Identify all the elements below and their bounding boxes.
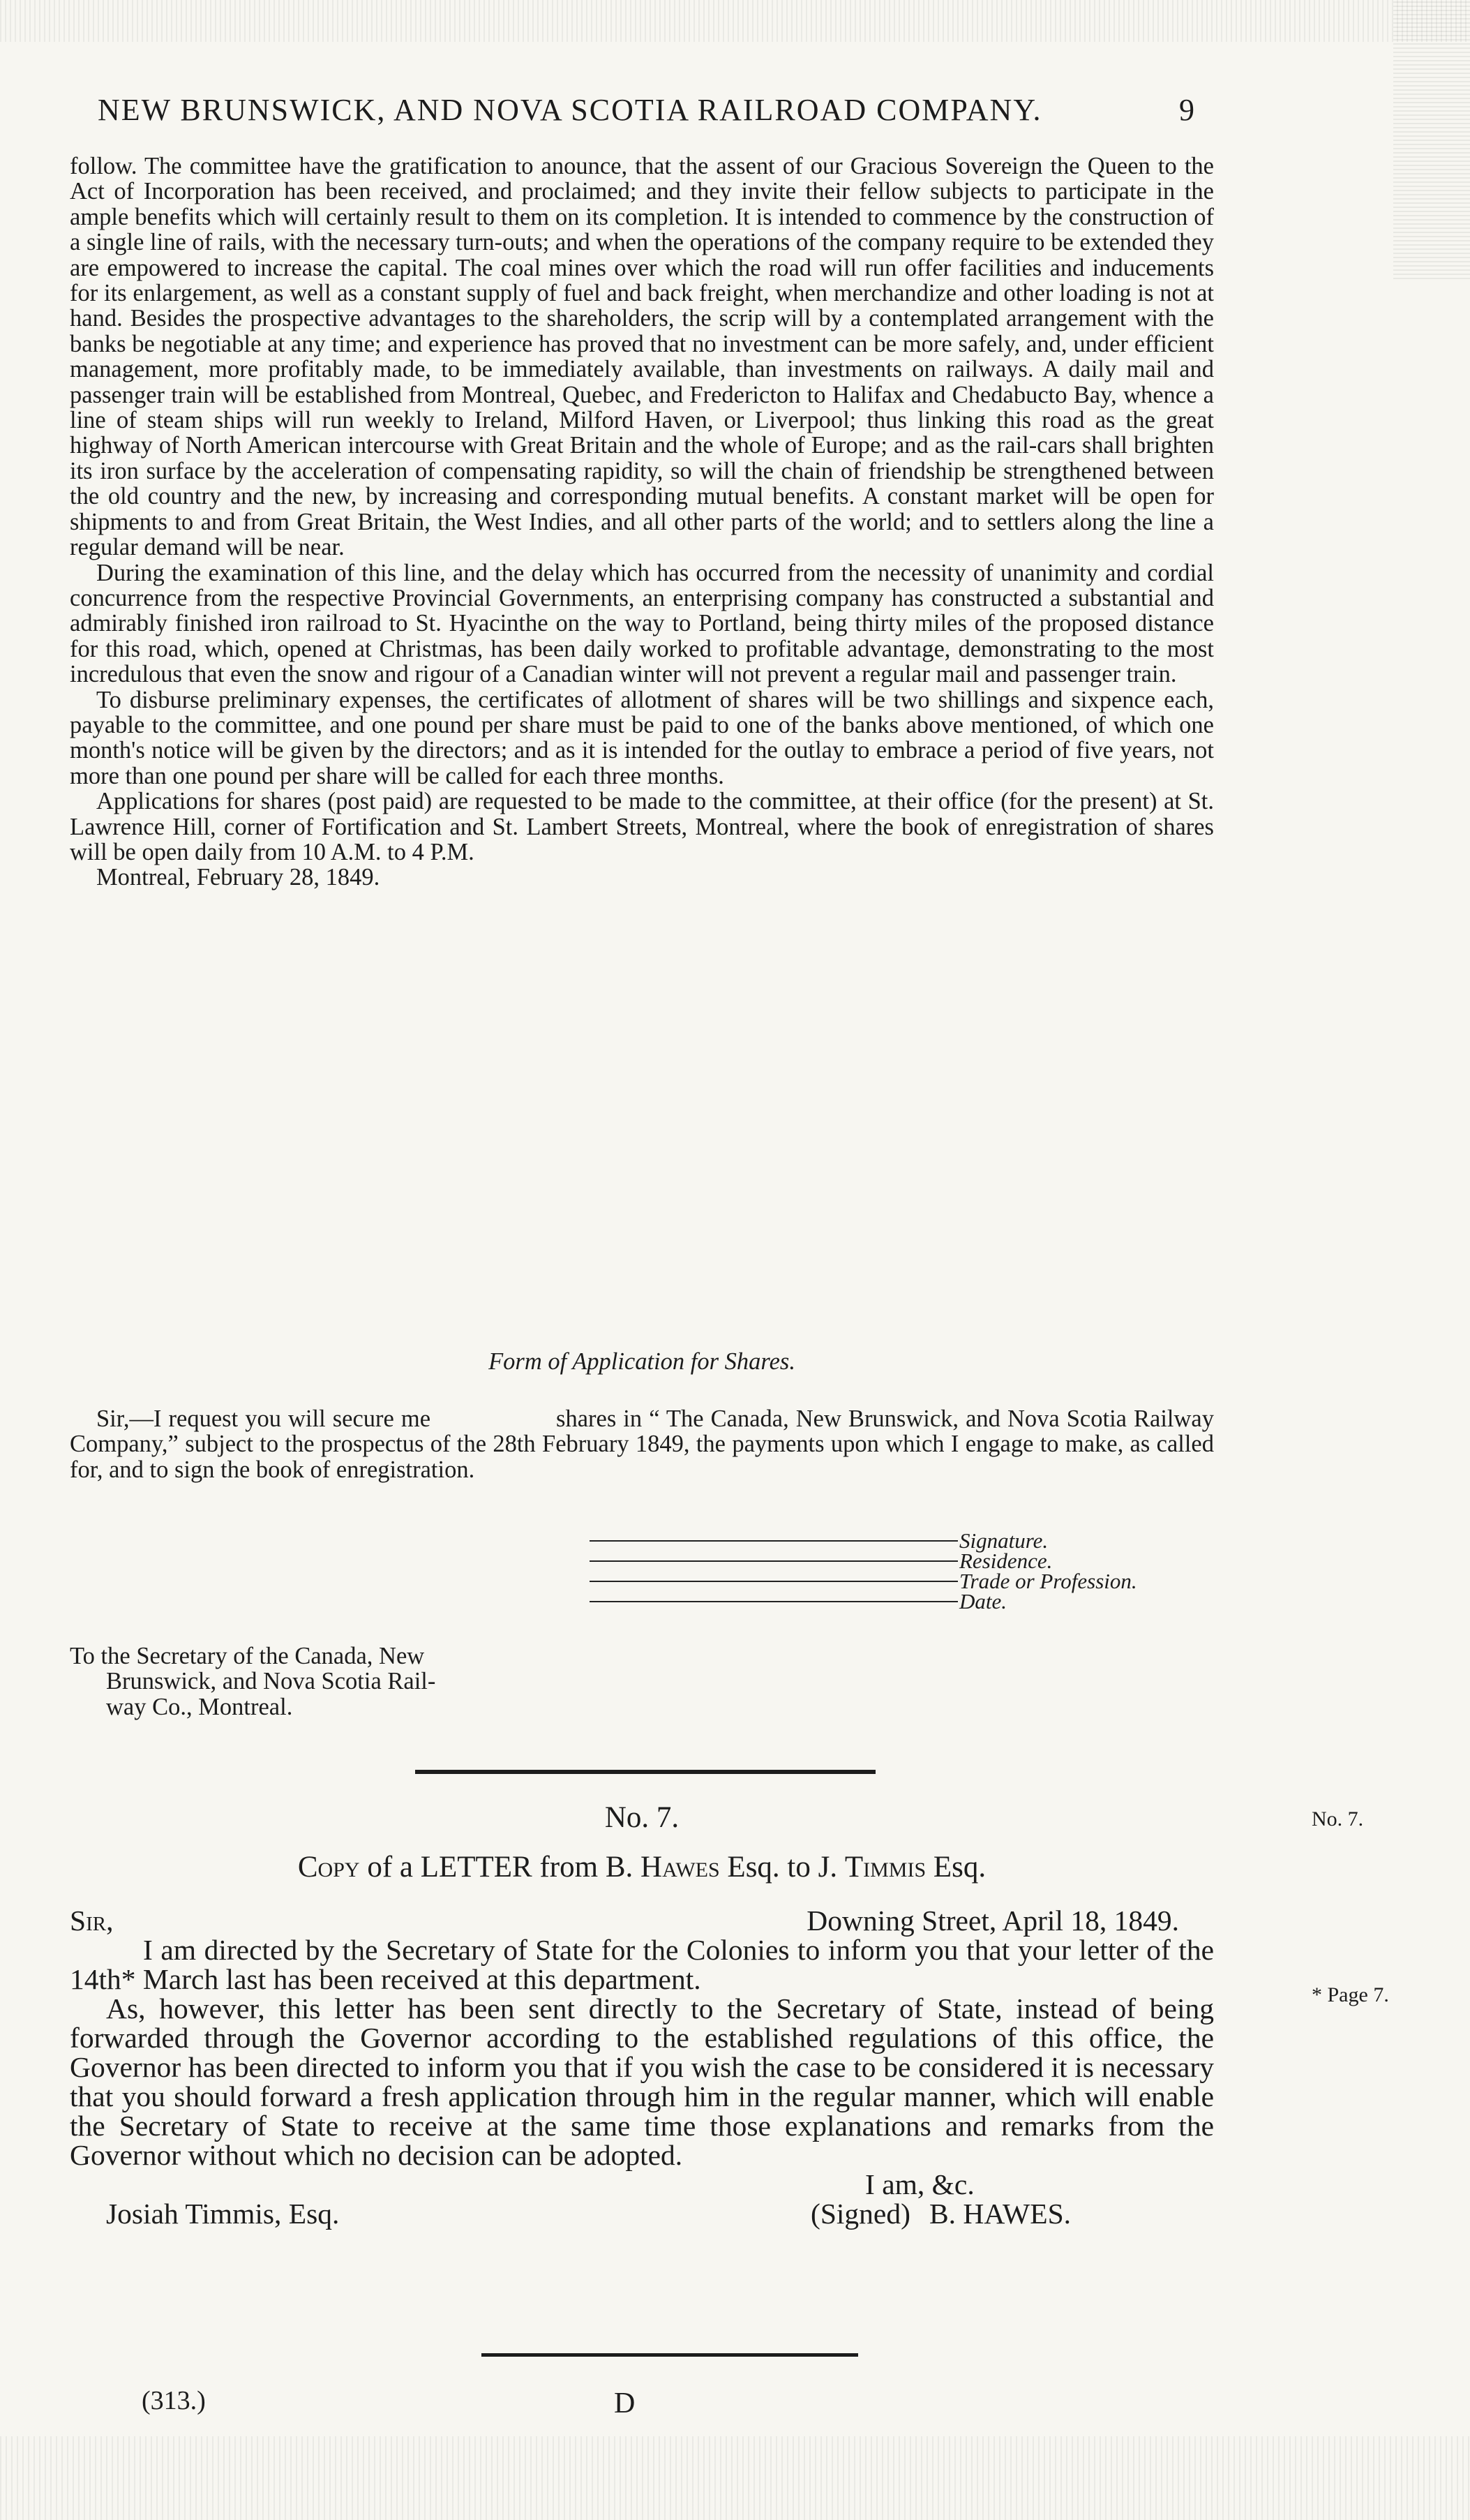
letter-closing: I am, &c. — [865, 2168, 975, 2200]
letter-recipient: Josiah Timmis, Esq. — [106, 2198, 340, 2230]
field-label: Date. — [959, 1588, 1007, 1613]
form-text-part2: shares in “ The Canada, New Brunswick, and Nova Scotia Railway Company,” subject to the prospectus of the 28th February 1849, the payments upon which I engage to make, as called for, and to sign the book of enregistration. — [70, 1406, 1214, 1483]
field-label: Residence. — [959, 1548, 1053, 1573]
signature-mark: D — [614, 2387, 636, 2420]
page-number: 9 — [1179, 93, 1194, 127]
margin-letter-number: No. 7. — [1312, 1807, 1364, 1831]
title-mid: Esq. to J. — [727, 1851, 838, 1884]
letter-body — [70, 1906, 1214, 2228]
form-text-part1: Sir,—I request you will secure me — [96, 1406, 431, 1432]
running-title: NEW BRUNSWICK, AND NOVA SCOTIA RAILROAD COMPANY. — [98, 93, 1042, 127]
title-sender: Hawes — [640, 1851, 720, 1884]
application-form-paragraph — [70, 1406, 1214, 1482]
form-title: Form of Application for Shares. — [488, 1348, 795, 1375]
scan-noise-right — [1393, 0, 1470, 279]
body-paragraph: To disburse preliminary expenses, the certificates of allotment of shares will be two shillings and sixpence each, payable to the committee, and one pound per share must be paid to one of the banks above mentioned, of which one month's notice will be given by the directors; and as it is intended for the outlay to embrace a period of five years, not more than one pound per share will be called for each three months. — [70, 686, 1214, 789]
addressee-line: To the Secretary of the Canada, New — [70, 1643, 425, 1669]
title-letter: LETTER — [420, 1851, 532, 1884]
letter-paragraph: As, however, this letter has been sent directly to the Secretary of State, instead of being forwarded through the Governor according to the established regulations of this office, the Governor has been directed to inform you that if you wish the case to be considered it is necessary that you should forward a fresh application through him in the regular manner, which will enable the Secretary of State to receive at the same time those explanations and remarks from the Governor without which no decision can be adopted. — [70, 1992, 1214, 2171]
letter-title — [0, 1850, 1284, 1884]
date-field[interactable] — [590, 1588, 1217, 1613]
body-paragraph: follow. The committee have the gratification to anounce, that the assent of our Gracious Sovereign the Queen to the Act of Incorporation has been received, and proclaimed; and they invite their fellow subjects to participate in the ample benefits which will certainly result to them on its completion. It is intended to commence by the construction of a single line of rails, with the necessary turn-outs; and when the operations of the company require to be extended they are empowered to increase the capital. The coal mines over which the road will run offer facilities and inducements for its enlargement, as well as a constant supply of fuel and back freight, when merchandize and other loading is not at hand. Besides the prospective advantages to the shareholders, the scrip will by a contemplated arrangement with the banks be negotiable at any time; and experience has proved that no investment can be more safely, and, under efficient management, more profitably made, to be immediately available, than investments on railways. A daily mail and passenger train will be established from Montreal, Quebec, and Fredericton to Halifax and Chedabucto Bay, whence a line of steam ships will run weekly to Ireland, Milford Haven, or Liverpool; thus linking this road as the great highway of North American intercourse with Great Britain and the whole of Europe; and as the rail-cars shall brighten its iron surface by the acceleration of compensating rapidity, so will the chain of friendship be strengthened between the old country and the new, by increasing and corresponding mutual benefits. A constant market will be open for shipments to and from Great Britain, the West Indies, and all other parts of the world; and to settlers along the line a regular demand will be near. — [70, 153, 1214, 561]
title-of: of a — [367, 1851, 413, 1884]
addressee-line: Brunswick, and Nova Scotia Rail- — [106, 1668, 436, 1695]
title-recipient: Timmis — [844, 1851, 927, 1884]
application-form-text — [70, 1406, 1214, 1482]
title-copy: Copy — [297, 1851, 360, 1884]
letter-paragraph: I am directed by the Secretary of State for the Colonies to inform you that your letter of the 14th* March last has been received at this department. — [70, 1934, 1214, 1995]
prospectus-body — [70, 154, 1214, 890]
field-label: Trade or Profession. — [959, 1568, 1137, 1593]
salutation-line — [70, 1906, 1214, 1935]
salutation: Sir, — [70, 1904, 114, 1937]
title-from: from B. — [539, 1851, 633, 1884]
sheet-number: (313.) — [142, 2386, 206, 2415]
signature-line — [70, 2199, 1214, 2228]
addressee-line: way Co., Montreal. — [106, 1693, 293, 1720]
signed-label: (Signed) — [811, 2198, 910, 2230]
end-divider — [481, 2353, 858, 2357]
letter-number: No. 7. — [604, 1801, 680, 1834]
body-paragraph: During the examination of this line, and the delay which has occurred from the necessity of unanimity and cordial concurrence from the respective Provincial Governments, an enterprising company has constructed a substantial and admirably finished iron railroad to St. Hyacinthe on the way to Portland, being thirty miles of the proposed distance for this road, which, opened at Christmas, has been daily worked to profitable advantage, demonstrating to the most incredulous that even the snow and rigour of a Canadian winter will not prevent a regular mail and passenger train. — [70, 559, 1214, 688]
scan-noise-bottom — [0, 2436, 1470, 2520]
margin-page-note: * Page 7. — [1312, 1983, 1389, 2006]
form-addressee — [70, 1643, 628, 1720]
prospectus-dateline: Montreal, February 28, 1849. — [96, 864, 380, 891]
signature-fields — [590, 1530, 1217, 1611]
section-divider — [415, 1770, 876, 1774]
body-paragraph: Applications for shares (post paid) are requested to be made to the committee, at their office (for the present) at St. Lawrence Hill, corner of Fortification and St. Lambert Streets, Montreal, where the book of enregistration of shares will be open daily from 10 A.M. to 4 P.M. — [70, 788, 1214, 865]
signature-field[interactable] — [590, 1530, 1217, 1551]
title-end: Esq. — [933, 1851, 987, 1884]
scan-noise-top — [0, 0, 1470, 42]
letter-signer: B. HAWES. — [929, 2198, 1072, 2230]
trade-field[interactable] — [590, 1568, 1217, 1593]
letter-dateline: Downing Street, April 18, 1849. — [807, 1904, 1179, 1937]
field-label: Signature. — [959, 1528, 1049, 1553]
